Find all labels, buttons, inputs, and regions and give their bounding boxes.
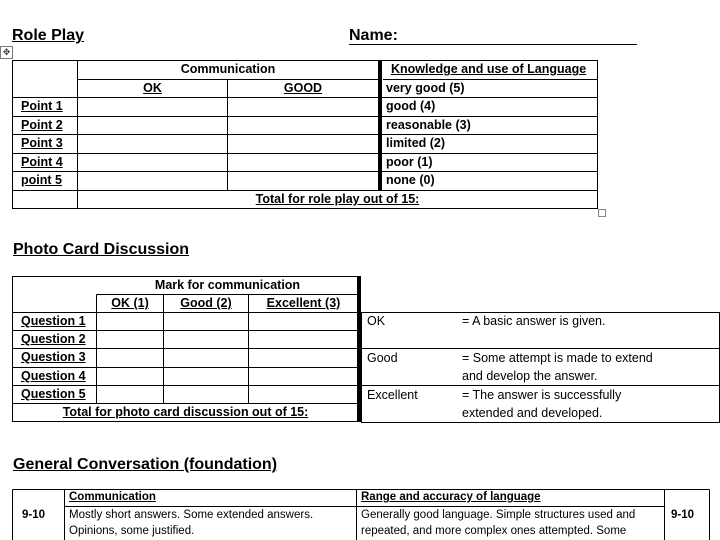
table-row: Question 5 (21, 387, 86, 401)
scale-item: poor (1) (386, 155, 433, 169)
scale-item: limited (2) (386, 136, 446, 150)
name-label: Name: (349, 27, 398, 44)
table-row: Point 3 (21, 136, 63, 150)
gc-range-text: repeated, and more complex ones attempted. Some (361, 525, 627, 537)
table-row: Question 2 (21, 332, 86, 346)
gc-range-header: Range and accuracy of language (361, 491, 541, 503)
move-handle-icon[interactable]: ✥ (0, 46, 13, 59)
role-play-title: Role Play (12, 27, 85, 44)
good-header: GOOD (283, 81, 323, 95)
scale-item: very good (5) (386, 81, 465, 95)
gc-communication-header: Communication (69, 491, 156, 503)
band-label: 9-10 (22, 509, 46, 521)
key-desc: = The answer is successfully (462, 388, 622, 402)
gc-communication-text: Opinions, some justified. (69, 525, 195, 537)
gc-communication-text: Mostly short answers. Some extended answers. (69, 509, 314, 521)
scale-item: good (4) (386, 99, 436, 113)
key-desc: = A basic answer is given. (462, 314, 606, 328)
general-conversation-title: General Conversation (foundation) (13, 456, 278, 473)
key-desc: = Some attempt is made to extend (462, 351, 653, 365)
table-row: Point 2 (21, 118, 63, 132)
scale-item: none (0) (386, 173, 435, 187)
ok-header: OK (143, 81, 162, 95)
table-row: Question 4 (21, 369, 86, 383)
column-header: Good (2) (180, 296, 232, 310)
key-desc: extended and developed. (462, 406, 603, 420)
column-header: OK (1) (111, 296, 149, 310)
key-term: Excellent (367, 388, 418, 402)
key-term: OK (367, 314, 386, 328)
communication-header: Communication (180, 62, 276, 76)
table-row: Point 4 (21, 155, 63, 169)
table-row: Question 1 (21, 314, 86, 328)
mark-header: Mark for communication (154, 278, 301, 292)
key-desc: and develop the answer. (462, 369, 598, 383)
scale-item: reasonable (3) (386, 118, 471, 132)
band-label: 9-10 (671, 509, 695, 521)
knowledge-header: Knowledge and use of Language (391, 62, 587, 76)
key-term: Good (367, 351, 398, 365)
table-row: Question 3 (21, 350, 86, 364)
column-header: Excellent (3) (266, 296, 341, 310)
table-row: Point 1 (21, 99, 63, 113)
gc-range-text: Generally good language. Simple structures used and (361, 509, 636, 521)
photo-card-title: Photo Card Discussion (13, 241, 190, 258)
role-play-total: Total for role play out of 15: (255, 192, 420, 206)
photo-card-total: Total for photo card discussion out of 15: (62, 405, 309, 419)
table-row: point 5 (21, 173, 62, 187)
